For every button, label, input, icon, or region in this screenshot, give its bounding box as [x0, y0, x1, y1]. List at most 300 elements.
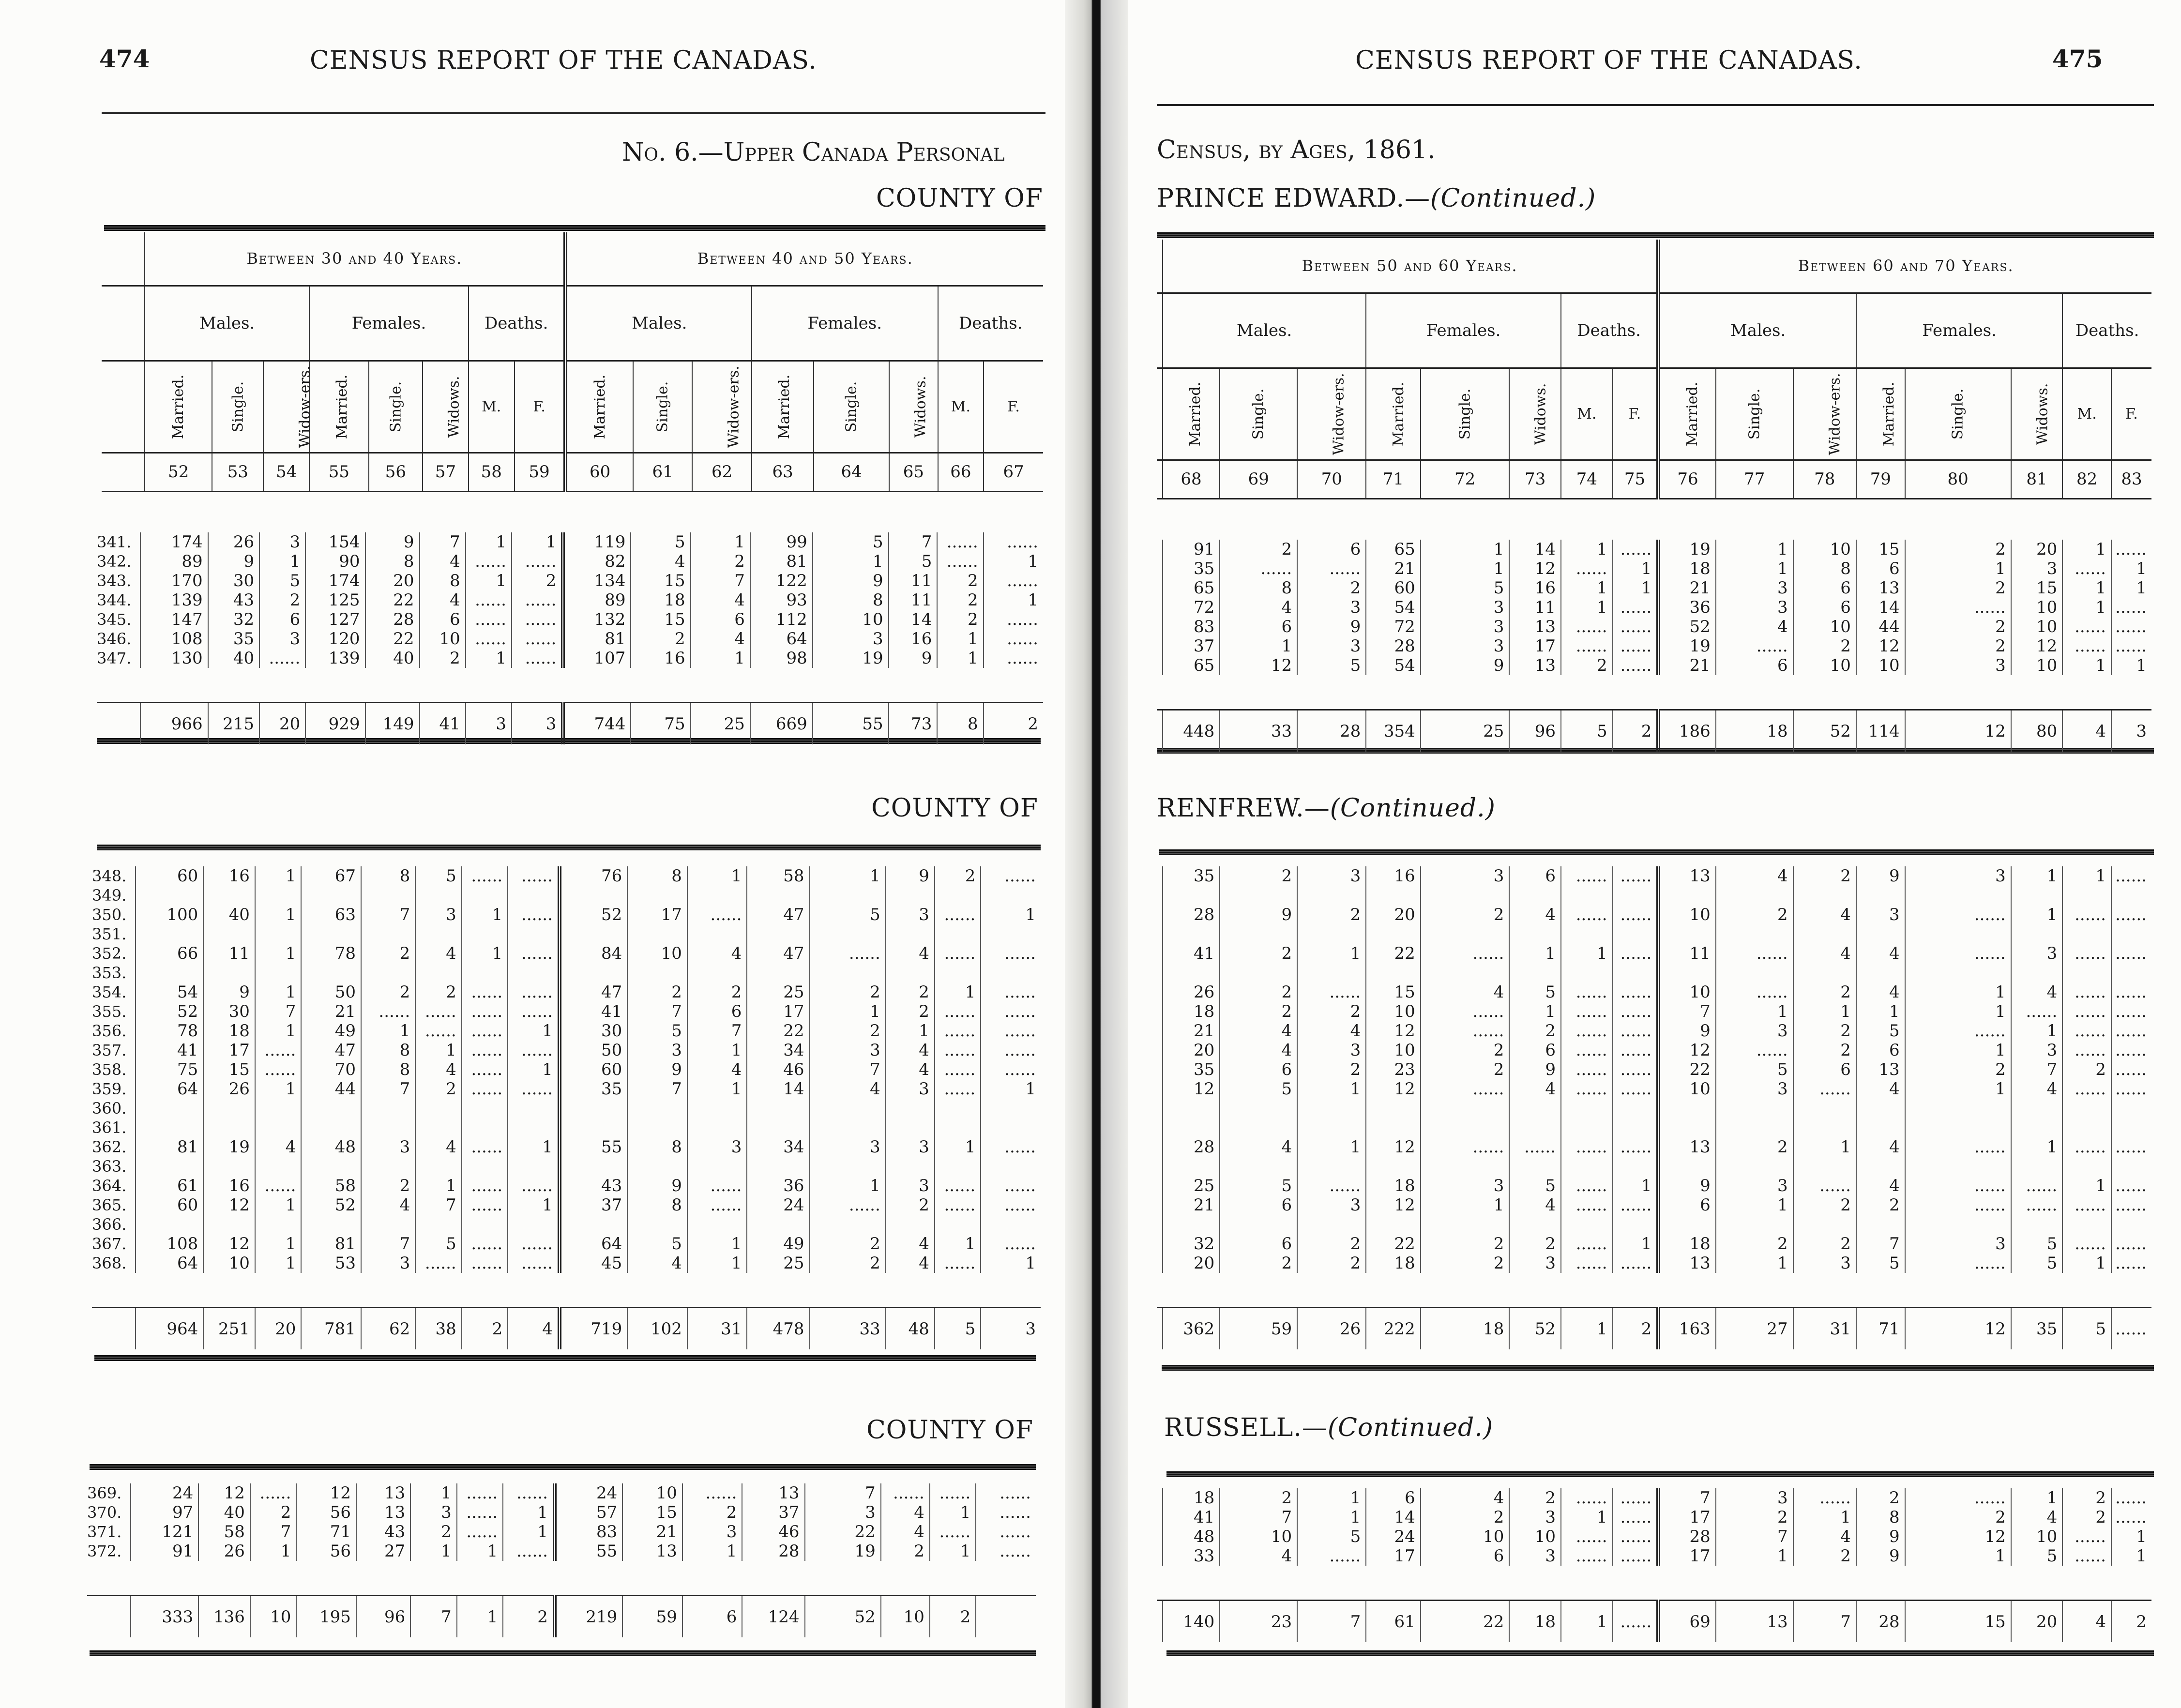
table-row — [1157, 1195, 2151, 1215]
cell: 4 — [886, 1060, 935, 1079]
cell: 1 — [935, 1137, 981, 1157]
cell — [1658, 1118, 1715, 1137]
cell — [1561, 1118, 1613, 1137]
county-name-text: RENFREW.— — [1157, 794, 1330, 823]
cell: 1 — [2062, 1176, 2111, 1195]
total-cell: 8 — [937, 703, 983, 745]
cell: 13 — [742, 1483, 804, 1503]
cell: 4 — [1716, 617, 1793, 636]
cell: 3 — [1905, 656, 2011, 675]
cell: 2 — [1716, 1234, 1793, 1254]
book-gutter — [1065, 0, 1128, 1708]
cell — [1716, 1215, 1793, 1234]
row-number — [1157, 656, 1163, 675]
cell: 3 — [1297, 598, 1366, 617]
cell — [1163, 1099, 1220, 1118]
right-section-3-table — [1157, 1488, 2151, 1642]
table-row — [92, 1234, 1041, 1254]
cell — [981, 1099, 1041, 1118]
cell: 3 — [1421, 617, 1510, 636]
total-cell: 966 — [140, 703, 208, 745]
cell: ...... — [930, 1483, 976, 1503]
cell: 1 — [984, 552, 1043, 571]
cell: ...... — [462, 1254, 508, 1273]
row-number — [1157, 1041, 1163, 1060]
cell: 30 — [560, 1021, 627, 1041]
cell: 48 — [1163, 1527, 1220, 1546]
cell: 12 — [203, 1195, 255, 1215]
total-cell: 20 — [2011, 1601, 2063, 1643]
cell — [687, 963, 747, 982]
cell: 4 — [1220, 1041, 1297, 1060]
cell — [747, 1215, 809, 1234]
cell — [508, 1099, 560, 1118]
cell: 8 — [627, 1137, 687, 1157]
cell: 4 — [415, 944, 461, 963]
cell: 1 — [687, 1079, 747, 1099]
cell: 2 — [1509, 1488, 1561, 1508]
running-head-left: CENSUS REPORT OF THE CANADAS. — [310, 46, 817, 75]
cell: 44 — [1856, 617, 1905, 636]
cell: ...... — [1561, 559, 1613, 578]
cell: 4 — [881, 1522, 930, 1542]
cell: 1 — [2011, 1021, 2063, 1041]
cell: 58 — [198, 1522, 250, 1542]
cell: ...... — [1716, 636, 1793, 656]
cell: 2 — [1509, 1234, 1561, 1254]
cell: ...... — [1613, 1060, 1659, 1079]
total-cell: 140 — [1163, 1601, 1220, 1643]
cell: 1 — [813, 552, 889, 571]
cell — [415, 886, 461, 905]
cell: 10 — [1658, 1079, 1715, 1099]
cell — [203, 924, 255, 944]
row-number — [1157, 636, 1163, 656]
cell: 2 — [810, 1254, 886, 1273]
cell: ...... — [2062, 1021, 2111, 1041]
table-subtitle-right: Census, by Ages, 1861. — [1157, 136, 1436, 165]
table-row — [92, 1079, 1041, 1099]
cell: 1 — [810, 1176, 886, 1195]
cell: ...... — [935, 1041, 981, 1060]
cell: 2 — [1905, 578, 2011, 598]
cell: 3 — [1297, 866, 1366, 886]
cell: 1 — [810, 1002, 886, 1021]
cell — [1856, 924, 1905, 944]
cell: 18 — [1366, 1176, 1421, 1195]
cell: 65 — [1163, 656, 1220, 675]
column-number: 70 — [1297, 460, 1366, 499]
cell — [2011, 963, 2063, 982]
cell: ...... — [508, 1002, 560, 1021]
cell: 7 — [1220, 1508, 1297, 1527]
cell: 2 — [937, 610, 983, 629]
cell: 4 — [420, 590, 466, 610]
cell: 35 — [560, 1079, 627, 1099]
cell: 81 — [136, 1137, 203, 1157]
cell: 78 — [136, 1021, 203, 1041]
cell: 9 — [1421, 656, 1510, 675]
cell: ...... — [2062, 905, 2111, 924]
cell: ...... — [935, 1060, 981, 1079]
cell — [1509, 963, 1561, 982]
cell — [301, 886, 361, 905]
cell: 28 — [1163, 905, 1220, 924]
cell: ...... — [1905, 944, 2011, 963]
cell: 10 — [1658, 905, 1715, 924]
cell — [935, 1118, 981, 1137]
cell: ...... — [1220, 559, 1297, 578]
cell: ...... — [512, 590, 563, 610]
col-married: Married. — [1658, 368, 1715, 460]
cell: 1 — [1793, 1002, 1856, 1021]
cell: 4 — [1509, 1079, 1561, 1099]
column-number: 66 — [938, 453, 984, 491]
row-number — [1157, 1234, 1163, 1254]
cell — [1421, 1099, 1510, 1118]
cell: 12 — [1366, 1079, 1421, 1099]
cell: ...... — [981, 1060, 1041, 1079]
row-number — [1157, 1215, 1163, 1234]
cell: 5 — [631, 532, 690, 552]
cell: ...... — [1297, 982, 1366, 1002]
cell: 1 — [1905, 1041, 2011, 1060]
cell: ...... — [984, 649, 1043, 668]
cell — [1220, 1099, 1297, 1118]
total-cell: 28 — [1856, 1601, 1905, 1643]
cell: 19 — [1658, 540, 1715, 559]
cell: 22 — [365, 629, 420, 649]
cell: ...... — [255, 1041, 301, 1060]
cell: 108 — [140, 629, 208, 649]
cell: 1 — [2062, 866, 2111, 886]
cell: 3 — [1716, 1079, 1793, 1099]
cell: 3 — [361, 1254, 415, 1273]
cell: 1 — [503, 1503, 555, 1522]
cell — [1297, 924, 1366, 944]
cell: ...... — [2111, 866, 2151, 886]
cell — [810, 1215, 886, 1234]
cell: ...... — [1905, 905, 2011, 924]
table-subtitle-left: No. 6.—Upper Canada Personal — [622, 138, 1005, 167]
cell — [255, 1215, 301, 1234]
cell: 10 — [420, 629, 466, 649]
cell: 6 — [1793, 598, 1856, 617]
cell: 6 — [1366, 1488, 1421, 1508]
cell: ...... — [981, 944, 1041, 963]
cell — [1561, 963, 1613, 982]
cell: ...... — [2062, 1546, 2111, 1566]
cell: 65 — [1366, 540, 1421, 559]
cell — [981, 886, 1041, 905]
total-cell: 333 — [131, 1596, 198, 1638]
cell — [361, 1157, 415, 1176]
cell: 6 — [1220, 1234, 1297, 1254]
cell: 3 — [1716, 1488, 1793, 1508]
cell — [627, 1118, 687, 1137]
col-deaths-m: M. — [469, 361, 515, 453]
cell: ...... — [361, 1002, 415, 1021]
cell: 56 — [296, 1503, 356, 1522]
cell: 5 — [2011, 1254, 2063, 1273]
cell — [136, 924, 203, 944]
cell: 47 — [301, 1041, 361, 1060]
cell: ...... — [881, 1483, 930, 1503]
total-cell: 33 — [810, 1308, 886, 1350]
total-cell: 38 — [415, 1308, 461, 1350]
cell — [415, 1099, 461, 1118]
cell: 10 — [813, 610, 889, 629]
table-row — [92, 905, 1041, 924]
cell: 3 — [2011, 1041, 2063, 1060]
cell: ...... — [508, 905, 560, 924]
cell: 4 — [1716, 866, 1793, 886]
cell: 1 — [935, 1234, 981, 1254]
cell: ...... — [457, 1522, 503, 1542]
cell: 1 — [1905, 982, 2011, 1002]
cell: 100 — [136, 905, 203, 924]
cell: 13 — [1509, 656, 1561, 675]
col-married: Married. — [1856, 368, 1905, 460]
cell: 34 — [747, 1137, 809, 1157]
cell: 58 — [747, 866, 809, 886]
total-cell: 149 — [365, 703, 420, 745]
table-row — [92, 1021, 1041, 1041]
cell: 4 — [886, 1234, 935, 1254]
cell — [935, 886, 981, 905]
cell: 54 — [1366, 656, 1421, 675]
cell — [2111, 886, 2151, 905]
cell: 9 — [889, 649, 938, 668]
column-number: 77 — [1716, 460, 1793, 499]
cell: ...... — [1613, 1079, 1659, 1099]
cell — [2111, 1157, 2151, 1176]
row-number: 367. — [92, 1235, 127, 1253]
cell: 55 — [555, 1542, 622, 1561]
cell: 4 — [886, 1254, 935, 1273]
total-cell: 219 — [555, 1596, 622, 1638]
row-number: 372. — [87, 1542, 122, 1560]
cell: 6 — [1856, 1041, 1905, 1060]
cell — [1613, 1099, 1659, 1118]
cell — [2011, 1099, 2063, 1118]
total-cell: 4 — [508, 1308, 560, 1350]
total-cell: 3 — [466, 703, 512, 745]
cell: 41 — [136, 1041, 203, 1060]
cell: ...... — [1561, 617, 1613, 636]
cell: 7 — [1856, 1234, 1905, 1254]
cell: ...... — [976, 1503, 1036, 1522]
cell: 9 — [1658, 1176, 1715, 1195]
cell: ...... — [2111, 1234, 2151, 1254]
cell: 1 — [886, 1021, 935, 1041]
cell: 71 — [296, 1522, 356, 1542]
cell: ...... — [457, 1483, 503, 1503]
total-row — [1157, 1601, 2151, 1643]
total-cell: 10 — [250, 1596, 296, 1638]
cell: 1 — [1297, 1488, 1366, 1508]
cell: 35 — [208, 629, 259, 649]
cell — [1658, 963, 1715, 982]
column-number: 80 — [1905, 460, 2011, 499]
cell: 15 — [622, 1503, 682, 1522]
cell — [687, 924, 747, 944]
cell: ...... — [2111, 1254, 2151, 1273]
left-header-table — [102, 232, 1043, 492]
cell: ...... — [466, 552, 512, 571]
cell: 83 — [555, 1522, 622, 1542]
cell: 1 — [1561, 944, 1613, 963]
column-number: 69 — [1220, 460, 1297, 499]
cell — [560, 1118, 627, 1137]
cell — [1421, 886, 1510, 905]
cell: 14 — [1366, 1508, 1421, 1527]
cell — [1561, 1099, 1613, 1118]
cell — [627, 1215, 687, 1234]
cell: ...... — [2062, 1234, 2111, 1254]
cell: 8 — [420, 571, 466, 590]
total-cell: 3 — [512, 703, 563, 745]
cell — [1613, 1215, 1659, 1234]
cell: 1 — [1716, 1254, 1793, 1273]
cell: 8 — [361, 1041, 415, 1060]
cell: 5 — [1856, 1254, 1905, 1273]
total-cell: 124 — [742, 1596, 804, 1638]
total-cell: 62 — [361, 1308, 415, 1350]
col-widowers: Widow-ers. — [263, 361, 309, 453]
cell: ...... — [981, 1002, 1041, 1021]
cell: ...... — [810, 944, 886, 963]
cell: ...... — [2111, 1079, 2151, 1099]
cell: 10 — [2011, 656, 2063, 675]
cell: 1 — [691, 532, 750, 552]
row-number — [1157, 1079, 1163, 1099]
cell — [810, 963, 886, 982]
total-cell: 4 — [2062, 1601, 2111, 1643]
cell: ...... — [984, 610, 1043, 629]
cell: 6 — [1509, 866, 1561, 886]
cell: 2 — [627, 982, 687, 1002]
cell — [301, 1099, 361, 1118]
cell: 2 — [881, 1542, 930, 1561]
cell: ...... — [1421, 944, 1510, 963]
cell — [462, 924, 508, 944]
cell: 1 — [250, 1542, 296, 1561]
cell: ...... — [935, 1002, 981, 1021]
continued-label: (Continued.) — [1430, 184, 1596, 213]
cell: 3 — [1297, 636, 1366, 656]
cell: ...... — [976, 1483, 1036, 1503]
left-section-3-table — [87, 1483, 1036, 1637]
cell — [136, 1099, 203, 1118]
cell: 4 — [1297, 1021, 1366, 1041]
cell — [301, 1118, 361, 1137]
cell: ...... — [984, 629, 1043, 649]
cell: 57 — [555, 1503, 622, 1522]
column-number: 75 — [1613, 460, 1659, 499]
cell — [1905, 963, 2011, 982]
cell — [886, 1099, 935, 1118]
cell: ...... — [1561, 1079, 1613, 1099]
cell: ...... — [508, 866, 560, 886]
cell: ...... — [2011, 1176, 2063, 1195]
cell — [1220, 1118, 1297, 1137]
cell: ...... — [1613, 1195, 1659, 1215]
col-single: Single. — [1220, 368, 1297, 460]
cell: ...... — [1716, 944, 1793, 963]
cell: 2 — [1509, 1021, 1561, 1041]
cell: 1 — [935, 982, 981, 1002]
table-row — [1157, 963, 2151, 982]
cell: 3 — [813, 629, 889, 649]
cell: 1 — [687, 866, 747, 886]
cell: 5 — [1297, 1527, 1366, 1546]
cell: ...... — [1905, 1488, 2011, 1508]
cell: 97 — [131, 1503, 198, 1522]
cell: ...... — [415, 1021, 461, 1041]
total-cell: 102 — [627, 1308, 687, 1350]
cell: ...... — [2111, 1488, 2151, 1508]
col-deaths-f: F. — [1613, 368, 1659, 460]
cell — [415, 924, 461, 944]
cell: 47 — [747, 944, 809, 963]
cell: ...... — [981, 1137, 1041, 1157]
cell — [1856, 1118, 1905, 1137]
cell: 2 — [1220, 1488, 1297, 1508]
cell: 12 — [296, 1483, 356, 1503]
column-number: 56 — [369, 453, 423, 491]
cell: 4 — [1509, 1195, 1561, 1215]
cell: 11 — [889, 590, 938, 610]
cell: 4 — [691, 590, 750, 610]
cell: 1 — [508, 1060, 560, 1079]
cell: 3 — [886, 1176, 935, 1195]
cell: 9 — [1220, 905, 1297, 924]
cell: 107 — [563, 649, 631, 668]
cell: ...... — [1561, 1527, 1613, 1546]
cell: 7 — [889, 532, 938, 552]
cell: 44 — [301, 1079, 361, 1099]
cell: ...... — [1561, 982, 1613, 1002]
cell: 1 — [415, 1041, 461, 1060]
cell — [1905, 886, 2011, 905]
cell: ...... — [981, 1234, 1041, 1254]
cell — [1905, 1118, 2011, 1137]
cell: ...... — [810, 1195, 886, 1215]
cell: 17 — [627, 905, 687, 924]
total-cell: 2 — [503, 1596, 555, 1638]
cell: 7 — [415, 1195, 461, 1215]
cell: 83 — [1163, 617, 1220, 636]
cell: 4 — [631, 552, 690, 571]
cell: 24 — [131, 1483, 198, 1503]
cell: ...... — [1421, 1137, 1510, 1157]
cell: ...... — [2062, 617, 2111, 636]
cell: 4 — [420, 552, 466, 571]
table-row — [97, 571, 1043, 590]
cell: 13 — [1658, 866, 1715, 886]
cell: 2 — [1220, 1002, 1297, 1021]
cell: 2 — [1421, 1508, 1510, 1527]
cell — [981, 963, 1041, 982]
cell: ...... — [1421, 1079, 1510, 1099]
cell — [462, 1215, 508, 1234]
cell: 6 — [420, 610, 466, 629]
total-cell: 25 — [691, 703, 750, 745]
cell: 1 — [687, 1234, 747, 1254]
cell — [462, 1099, 508, 1118]
cell: ...... — [1613, 656, 1659, 675]
